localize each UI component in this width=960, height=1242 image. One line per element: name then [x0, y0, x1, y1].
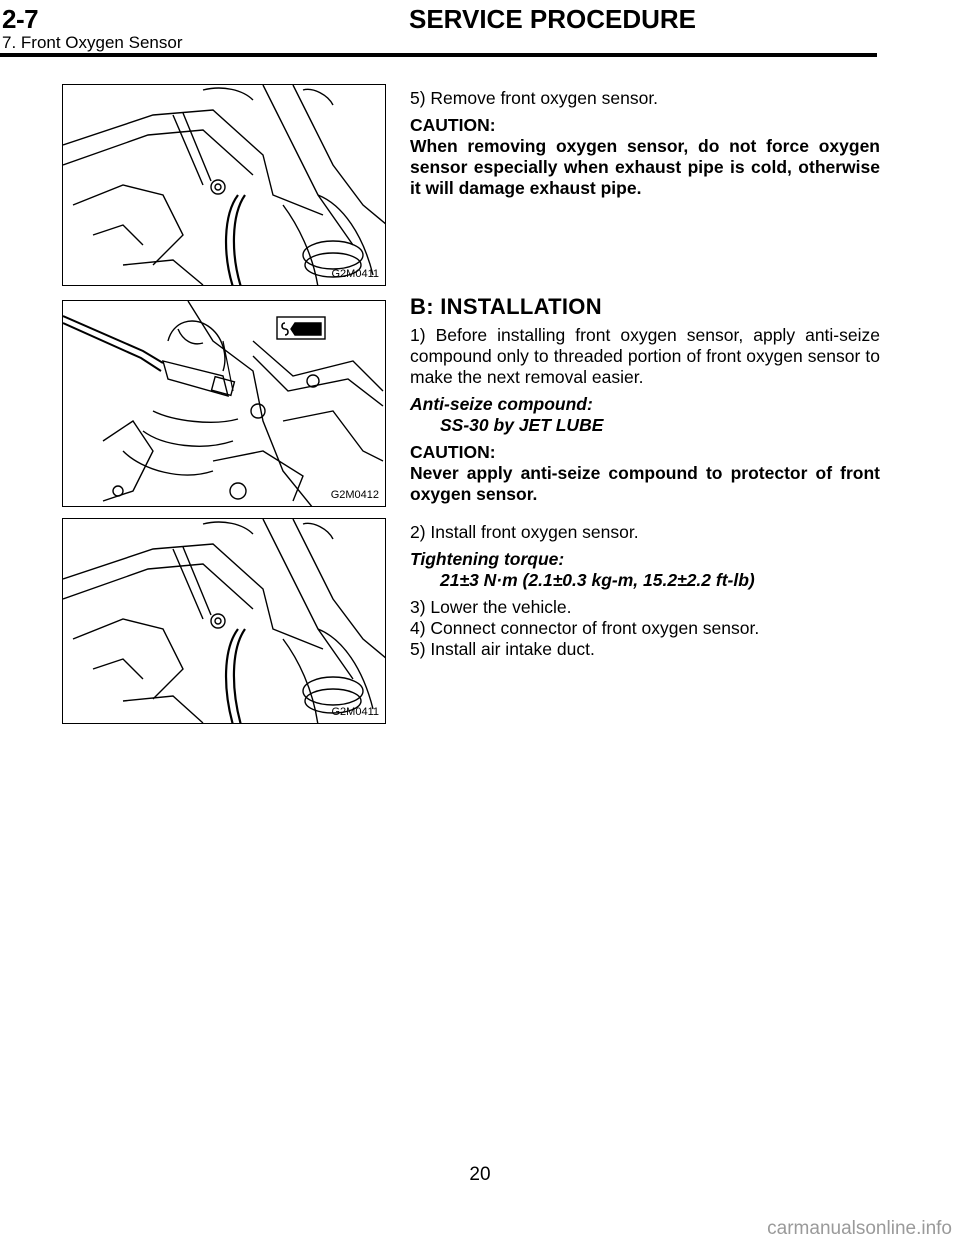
caution-text: When removing oxygen sensor, do not force oxygen sensor especially when exhaust pipe is cold, otherwise it will damage exhaust pipe.: [410, 136, 880, 198]
step-text: 4) Connect connector of front oxygen sensor.: [410, 618, 760, 638]
installation-block: [410, 296, 880, 511]
page-title: SERVICE PROCEDURE: [409, 4, 697, 34]
compound-label: Anti-seize compound:: [410, 394, 593, 414]
exhaust-sensor-illustration: [63, 519, 386, 724]
torque-value: 21±3 N·m (2.1±0.3 kg-m, 15.2±2.2 ft-lb): [440, 570, 755, 590]
figure-label: G2M0411: [331, 268, 379, 280]
exhaust-sensor-illustration: [63, 85, 386, 286]
header-rule: [0, 53, 877, 57]
removal-step-block: [410, 88, 880, 205]
compound-value: SS-30 by JET LUBE: [440, 415, 604, 435]
step-text: 5) Remove front oxygen sensor.: [410, 88, 659, 108]
step-text: 2) Install front oxygen sensor.: [410, 522, 639, 542]
figure-label: G2M0411: [331, 706, 379, 718]
figure-installed-sensor: [62, 518, 386, 724]
figure-remove-sensor: [62, 84, 386, 286]
sensor-compound-illustration: [63, 301, 386, 507]
figure-label: G2M0412: [330, 489, 379, 501]
watermark[interactable]: carmanualsonline.info: [767, 1218, 952, 1239]
caution-heading: CAUTION:: [410, 442, 496, 462]
step-text: 3) Lower the vehicle.: [410, 597, 572, 617]
caution-heading: CAUTION:: [410, 115, 496, 135]
page-number: 20: [469, 1164, 491, 1185]
figure-install-sensor: [62, 300, 386, 507]
step-text: 1) Before installing front oxygen sensor, apply anti-seize compound only to threaded portion of front oxygen sensor to make the next removal easier.: [410, 325, 880, 387]
page-subtitle: 7. Front Oxygen Sensor: [2, 33, 183, 52]
torque-label: Tightening torque:: [410, 549, 565, 569]
step-text: 5) Install air intake duct.: [410, 639, 595, 659]
caution-text: Never apply anti-seize compound to protector of front oxygen sensor.: [410, 463, 880, 504]
section-heading: B: INSTALLATION: [410, 294, 602, 319]
install-steps-block: [410, 522, 880, 660]
section-number: 2-7: [2, 4, 39, 34]
